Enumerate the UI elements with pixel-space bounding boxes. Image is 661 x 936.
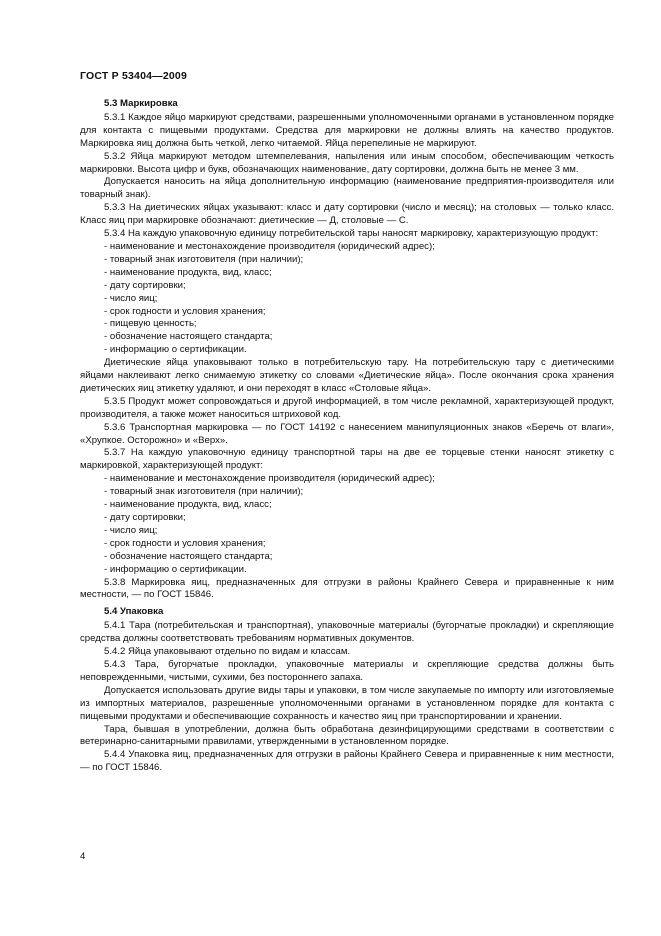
list-item: - наименование продукта, вид, класс;	[80, 267, 614, 280]
list-item: - дату сортировки;	[80, 512, 614, 525]
list-item: - срок годности и условия хранения;	[80, 306, 614, 319]
list-item: - товарный знак изготовителя (при наличии);	[80, 254, 614, 267]
paragraph-5-4-2: 5.4.2 Яйца упаковывают отдельно по видам и классам.	[104, 646, 351, 658]
list-item: - обозначение настоящего стандарта;	[80, 551, 614, 564]
list-item: - обозначение настоящего стандарта;	[80, 331, 614, 344]
list-item: - товарный знак изготовителя (при наличии);	[80, 486, 614, 499]
list-item: - срок годности и условия хранения;	[80, 538, 614, 551]
paragraph-5-3-7: 5.3.7 На каждую упаковочную единицу транспортной тары на две ее торцевые стенки наносят этикетку с маркировкой, характеризующей продукт:	[80, 447, 614, 472]
paragraph-5-4-3-extra-2: Тара, бывшая в употреблении, должна быть обработана дезинфицирующими средствами в соответствии с ветеринарно-санитарными правилами, утвержденными в установленном порядке.	[80, 723, 614, 748]
paragraph-5-3-1: 5.3.1 Каждое яйцо маркируют средствами, разрешенными уполномоченными органами в установленном порядке для контакта с пищевыми продуктами. Средства для маркировки не должны влиять на качество продуктов. Маркировка яиц должна быть четкой, легко читаемой. Яйца перепелиные не маркируют.	[80, 111, 614, 149]
paragraph-5-3-8: 5.3.8 Маркировка яиц, предназначенных для отгрузки в районы Крайнего Севера и приравненные к ним местности, — по ГОСТ 15846.	[80, 576, 614, 601]
paragraph-5-3-5: 5.3.5 Продукт может сопровождаться и другой информацией, в том числе рекламной, характеризующей продукт, производителя, а также может наноситься штриховой код.	[80, 395, 614, 420]
paragraph-5-3-2-extra: Допускается наносить на яйца дополнительную информацию (наименование предприятия-производителя или товарный знак).	[80, 176, 614, 201]
paragraph-diet-packing: Диетические яйца упаковывают только в потребительскую тару. На потребительскую тару с диетическими яйцами наклеивают легко снимаемую этикетку со словами «Диетические яйца». После окончания срока хранения диетических яиц этикетку удаляют, и они переходят в класс «Столовые яйца».	[80, 357, 614, 394]
list-item: - наименование продукта, вид, класс;	[80, 499, 614, 512]
document-header: ГОСТ Р 53404—2009	[80, 70, 188, 82]
page-number: 4	[80, 851, 86, 862]
paragraph-5-4-4: 5.4.4 Упаковка яиц, предназначенных для отгрузки в районы Крайнего Севера и приравненные к ним местности, — по ГОСТ 15846.	[80, 749, 614, 774]
list-item: - информацию о сертификации.	[80, 564, 614, 577]
section-title-marking: 5.3 Маркировка	[104, 98, 178, 109]
paragraph-5-3-6: 5.3.6 Транспортная маркировка — по ГОСТ 14192 с нанесением манипуляционных знаков «Беречь от влаги», «Хрупкое. Осторожно» и «Верх».	[80, 421, 614, 446]
paragraph-5-4-3-extra-1: Допускается использовать другие виды тары и упаковки, в том числе закупаемые по импорту или изготовляемые из импортных материалов, разрешенные уполномоченными органами в установленном порядке для контакта с пищевыми продуктами и обеспечивающие сохранность и качество яиц при транспортировании и хранении.	[80, 684, 614, 722]
list-item: - наименование и местонахождение производителя (юридический адрес);	[80, 241, 614, 254]
section-title-packaging: 5.4 Упаковка	[104, 606, 164, 618]
list-item: - число яиц;	[80, 525, 614, 538]
paragraph-5-3-2: 5.3.2 Яйца маркируют методом штемпелевания, напыления или иным способом, обеспечивающим четкость маркировки. Высота цифр и букв, обозначающих наименование, дату сортировки, должна быть не менее 3 мм.	[80, 150, 614, 175]
paragraph-5-3-4: 5.3.4 На каждую упаковочную единицу потребительской тары наносят маркировку, характеризующую продукт:	[104, 228, 599, 240]
paragraph-5-4-1: 5.4.1 Тара (потребительская и транспортная), упаковочные материалы (бугорчатые прокладки) и скрепляющие средства должны соответствовать требованиям нормативных документов.	[80, 620, 614, 645]
consumer-marking-list	[80, 241, 614, 357]
list-item: - наименование и местонахождение производителя (юридический адрес);	[80, 473, 614, 486]
paragraph-5-4-3: 5.4.3 Тара, бугорчатые прокладки, упаковочные материалы и скрепляющие средства должны быть неповрежденными, чистыми, сухими, без постороннего запаха.	[80, 658, 614, 683]
list-item: - число яиц;	[80, 293, 614, 306]
transport-marking-list	[80, 473, 614, 576]
list-item: - дату сортировки;	[80, 280, 614, 293]
document-body	[80, 94, 614, 775]
paragraph-5-3-3: 5.3.3 На диетических яйцах указывают: класс и дату сортировки (число и месяц); на столовых — только класс. Класс яиц при маркировке обозначают: диетические — Д, столовые — С.	[80, 202, 614, 227]
list-item: - информацию о сертификации.	[80, 344, 614, 357]
list-item: - пищевую ценность;	[80, 318, 614, 331]
